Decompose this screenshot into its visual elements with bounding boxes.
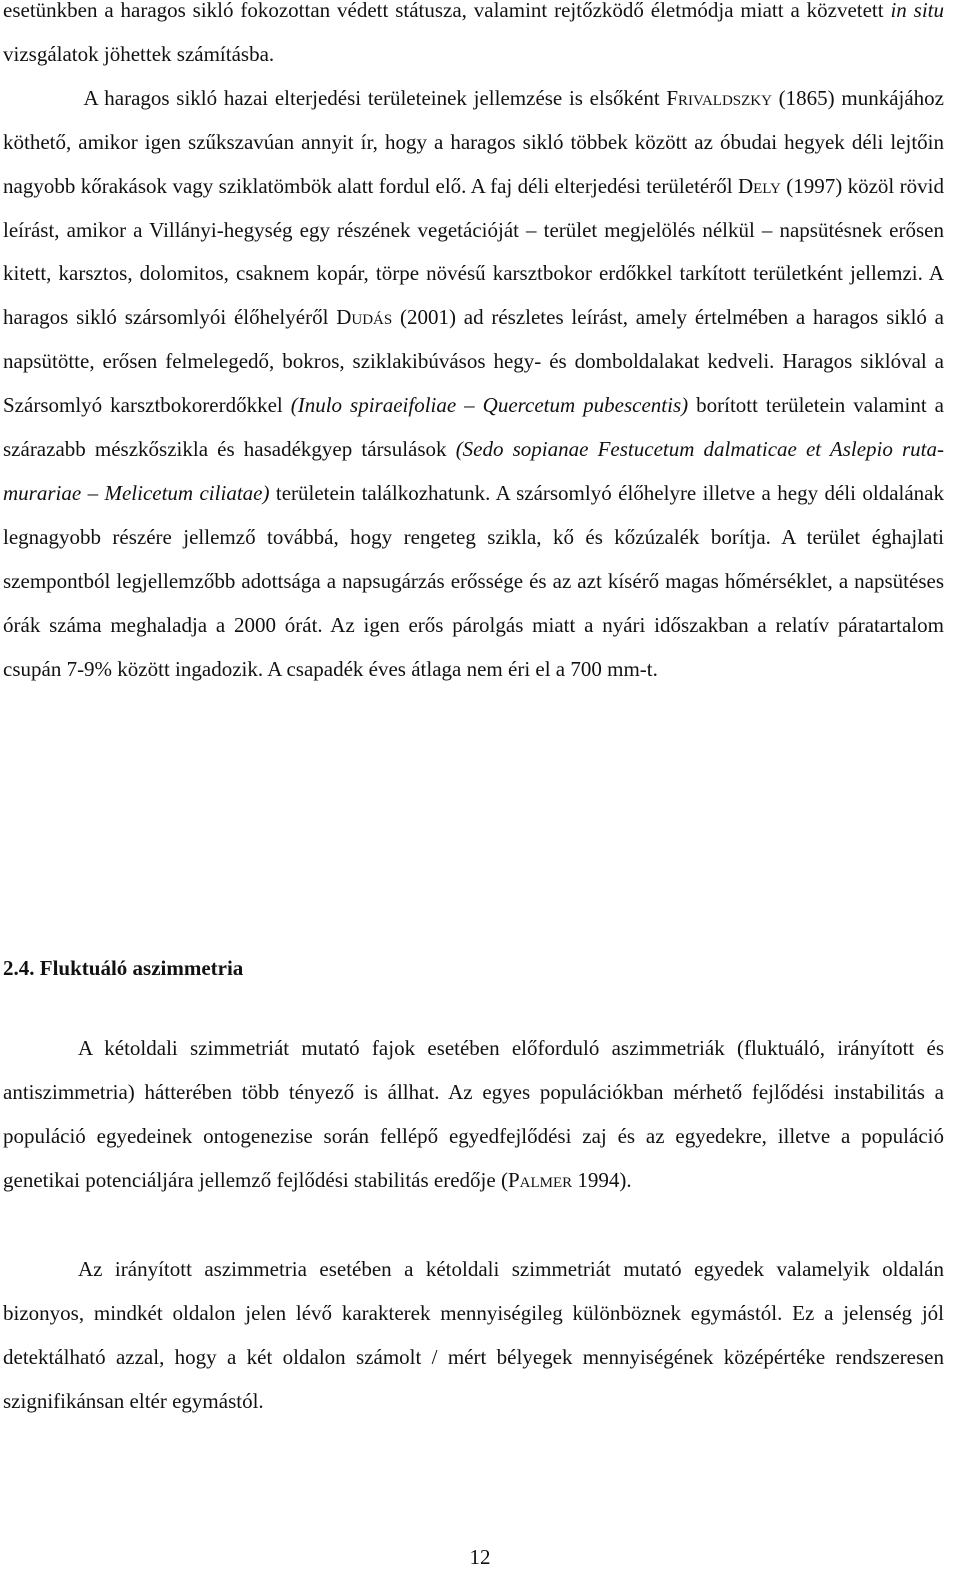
author-name: Dely xyxy=(737,173,781,198)
species-name: (Sedo sopianae Festucetum dalmaticae et Aslepio ruta-murariae – Melicetum ciliatae) xyxy=(3,437,945,505)
page-number: 12 xyxy=(469,1545,491,1569)
paragraph-text: területein találkozhatunk. A szársomlyó élőhelyre illetve a hegy déli oldalának legnagyobb részére jellemző továbbá, hogy rengeteg szikla, kő és kőzúzalék borítja. A terület éghajlati szempontból legjellemzőbb adottsága a napsugárzás erőssége és az azt kísérő magas hőmérséklet, a napsütéses órák száma meghaladja a 2000 órát. Az igen erős párolgás miatt a nyári időszakban a relatív páratartalom csupán 7-9% között ingadozik. A csapadék éves átlaga nem éri el a 700 mm-t. xyxy=(3,480,944,681)
paragraph-text: 1994). xyxy=(572,1167,632,1192)
paragraph-text: borított területein valamint a szárazabb mészkősziklа és hasadékgyep társulások xyxy=(3,393,944,462)
paragraph-directional-asymmetry: Az irányított aszimmetria esetében a kétoldali szimmetriát mutató egyedek valamelyik oldalán bizonyos, mindkét oldalon jelen lévő karakterek mennyiségileg különböznek egymástól. Ez a jelenség jól detektálható azzal, hogy a két oldalon számolt / mért bélyegek mennyiségének középértéke rendszeresen szignifikánsan eltér egymástól. xyxy=(3,1257,944,1413)
paragraph-habitat xyxy=(3,0,944,692)
paragraph-text: (1997) közöl rövid leírást, amikor a Villányi-hegység egy részének vegetációját – terület megjelölés nélkül – napsütésnek erősen kitett, karsztos, dolomitos, csaknem kopár, törpe növésű karsztbokor erdőkkel tarkított területként jellemzi. A haragos sikló szársomlyói élőhelyéről xyxy=(3,173,944,330)
section-heading: 2.4. Fluktuáló aszimmetria xyxy=(3,956,244,980)
paragraph-asymmetry-intro xyxy=(3,1027,944,1203)
author-name: Frivaldszky xyxy=(666,85,772,110)
paragraph-text: (2001) ad részletes leírást, amely értelmében a haragos sikló a napsütötte, erősen felmelegedő, bokros, sziklakibúvásos hegy- és domboldalakat kedveli. Haragos siklóval a Szársomlyó karsztbokorerdőkkel xyxy=(3,305,945,418)
paragraph-text: A haragos sikló hazai elterjedési területeinek jellemzése is elsőként xyxy=(78,85,667,110)
paragraph-text: (1865) munkájához köthető, amikor igen szűkszavúan annyit ír, hogy a haragos sikló többek között az óbudai hegyek déli lejtőin nagyobb kőrakások vagy sziklatömbök alatt fordul elő. A faj déli elterjedési területéről xyxy=(3,85,944,198)
author-name: Dudás xyxy=(336,305,393,330)
paragraph-text: esetünkben a haragos sikló fokozottan védett státusza, valamint rejtőzködő életmódja miatt a közvetett xyxy=(3,0,891,22)
paragraph-text: A kétoldali szimmetriát mutató fajok esetében előforduló aszimmetriák (fluktuáló, irányított és antiszimmetria) hátterében több tényező is állhat. Az egyes populációkban mérhető fejlődési instabilitás a populáció egyedeinek ontogenezise során fellépő egyedfejlődési zaj és az egyedekre, illetve a populáció genetikai potenciáljára jellemző fejlődési stabilitás eredője ( xyxy=(3,1036,944,1192)
author-name: Palmer xyxy=(507,1167,573,1192)
species-name: (Inulo spiraeifoliae – Quercetum pubescentis) xyxy=(290,393,689,418)
paragraph-text: vizsgálatok jöhettek számításba. xyxy=(3,41,275,66)
italic-term: in situ xyxy=(890,0,944,22)
